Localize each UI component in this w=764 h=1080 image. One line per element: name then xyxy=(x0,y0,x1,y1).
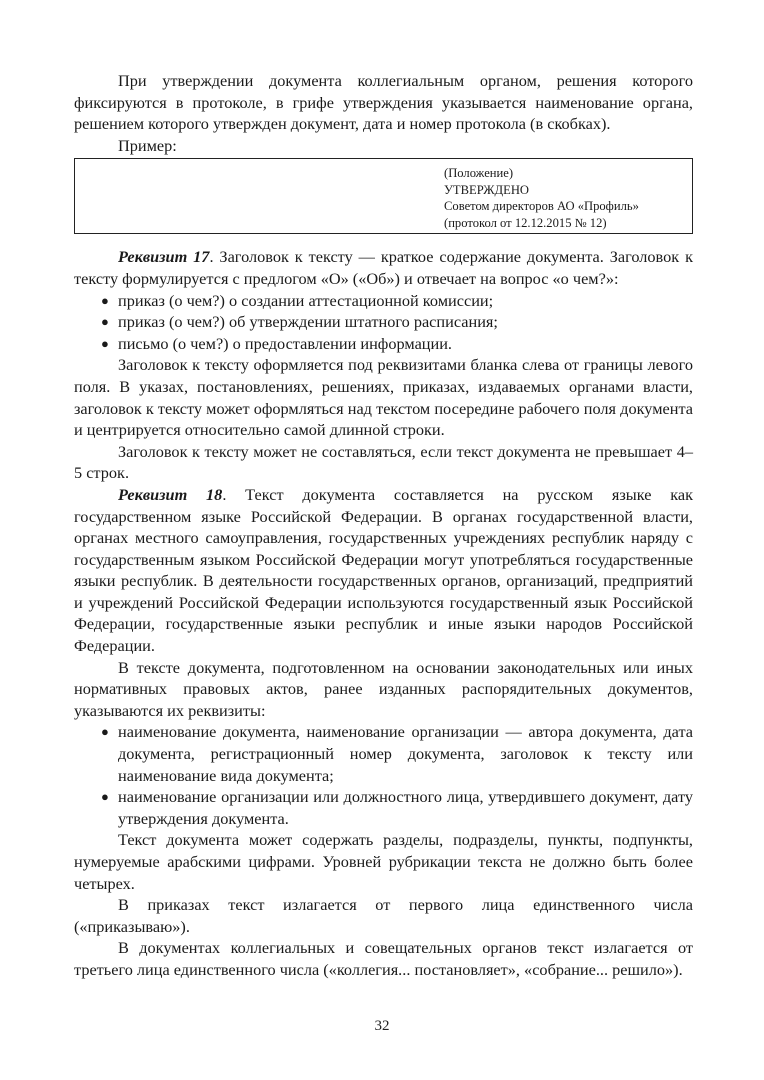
list-item xyxy=(74,786,693,829)
rekvizit-17-para-1: Заголовок к тексту оформляется под реквизитами бланка слева от границы левого поля. В указах, постановлениях, решениях, приказах, издаваемых органами власти, заголовок к тексту может оформляться над текстом посередине рабочего поля документа и центрируется относительно самой длинной строки. xyxy=(74,355,693,440)
bullet-icon: ● xyxy=(101,789,109,805)
rekvizit-18-paragraph xyxy=(74,484,693,657)
rekvizit-17-text: . Заголовок к тексту — краткое содержание документа. Заголовок к тексту формулируется с предлогом «О» («Об») и отвечает на вопрос «о чем?»: xyxy=(74,247,694,288)
page-number: 32 xyxy=(374,1018,390,1034)
approval-line-3: Советом директоров АО «Профиль» xyxy=(444,199,639,214)
approval-line-4: (протокол от 12.12.2015 № 12) xyxy=(444,215,607,230)
list-item-text: приказ (о чем?) о создании аттестационной комиссии; xyxy=(118,290,494,310)
rekvizit-18-text: . Текст документа составляется на русском языке как государственном языке Российской Федерации. В органах государственной власти, органах местного самоуправления, государственных учреждениях республик наряду с государственным языком Российской Федерации могут употребляться государственные языки республик. В деятельности государственных органов, организаций, предприятий и учреждений Российской Федерации используются государственный язык Российской Федерации, государственные языки республик и иные языки народов Российской Федерации. xyxy=(74,484,694,656)
rekvizit-18-para-3: В приказах текст излагается от первого лица единственного числа («приказываю»). xyxy=(74,895,693,936)
rekvizit-17-paragraph xyxy=(74,246,693,289)
rekvizit-17-label: Реквизит 17 xyxy=(118,247,210,267)
list-item-text: наименование документа, наименование организации — автора документа, дата документа, регистрационный номер документа, заголовок к тексту или наименование вида документа; xyxy=(118,722,693,785)
rekvizit-18-label: Реквизит 18 xyxy=(118,484,223,504)
rekvizit-18-bullet-list xyxy=(74,721,693,829)
rekvizit-17-bullet-list xyxy=(74,290,693,355)
list-item xyxy=(74,333,693,355)
list-item-text: письмо (о чем?) о предоставлении информации. xyxy=(118,333,453,353)
list-item-text: наименование организации или должностного лица, утвердившего документ, дату утверждения документа. xyxy=(118,787,693,828)
bullet-icon: ● xyxy=(101,314,109,330)
bullet-icon: ● xyxy=(101,292,109,308)
approval-line-1: (Положение) xyxy=(444,166,514,181)
approval-stamp-text xyxy=(444,165,639,231)
example-label: Пример: xyxy=(118,135,177,155)
intro-paragraph: При утверждении документа коллегиальным органом, решения которого фиксируются в протоколе, в грифе утверждения указывается наименование органа, решением которого утвержден документ, дата и номер протокола (в скобках). xyxy=(74,71,693,134)
list-item xyxy=(74,290,693,312)
rekvizit-18-para-2: Текст документа может содержать разделы, подразделы, пункты, подпункты, нумеруемые арабскими цифрами. Уровней рубрикации текста не должно быть более четырех. xyxy=(74,830,693,893)
example-box xyxy=(74,158,693,234)
rekvizit-18-para-4: В документах коллегиальных и совещательных органов текст излагается от третьего лица единственного числа («коллегия... постановляет», «собрание... решило»). xyxy=(74,938,693,979)
list-item xyxy=(74,721,693,786)
rekvizit-18-para-1: В тексте документа, подготовленном на основании законодательных или иных нормативных правовых актов, ранее изданных распорядительных документов, указываются их реквизиты: xyxy=(74,657,693,720)
approval-line-2: УТВЕРЖДЕНО xyxy=(444,182,530,197)
bullet-icon: ● xyxy=(101,724,109,740)
list-item xyxy=(74,311,693,333)
bullet-icon: ● xyxy=(101,335,109,351)
page-content xyxy=(74,70,693,981)
list-item-text: приказ (о чем?) об утверждении штатного расписания; xyxy=(118,312,498,332)
rekvizit-17-para-2: Заголовок к тексту может не составляться, если текст документа не превышает 4–5 строк. xyxy=(74,441,693,483)
